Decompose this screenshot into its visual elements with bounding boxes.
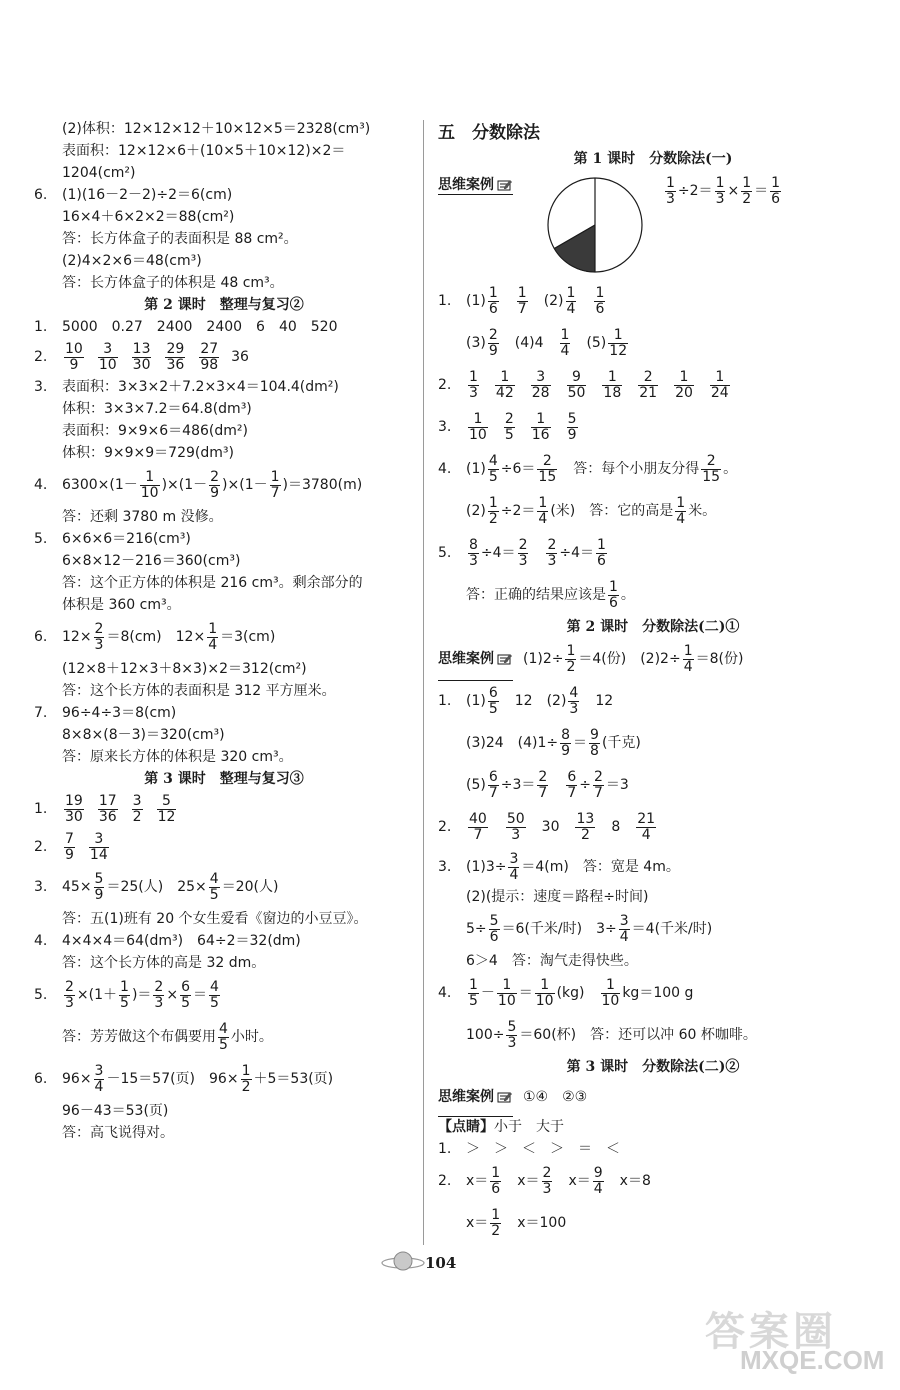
fraction: $\frac{1}{16}$: [531, 410, 550, 443]
fraction: $\frac{2}{7}$: [593, 768, 603, 801]
line: 答：五(1)班有 20 个女生爱看《窗边的小豆豆》。: [62, 911, 368, 927]
line: 5. 6×6×6＝216(cm³): [34, 531, 191, 547]
fraction: $\frac{2}{3}$: [542, 1164, 552, 1197]
line: 7. 96÷4÷3＝8(cm): [34, 705, 177, 721]
book-icon: [497, 179, 513, 191]
line: 4. 6300×(1－ $\frac{1}{10}$ )×(1－ $\frac{2}{9}$ )×(1－ $\frac{1}{7}$ )＝3780(m): [34, 468, 363, 501]
line: 体积：9×9×9＝729(dm³): [62, 445, 234, 461]
chapter-title: 五 分数除法: [438, 123, 540, 143]
fraction: $\frac{3}{2}$: [132, 792, 142, 825]
fraction: $\frac{1}{10}$: [535, 976, 554, 1009]
fraction: $\frac{3}{4}$: [509, 850, 519, 883]
fraction: $\frac{1}{10}$: [601, 976, 620, 1009]
line: 答：还剩 3780 m 没修。: [62, 509, 223, 525]
fraction: $\frac{10}{9}$: [65, 340, 83, 373]
fraction: $\frac{2}{15}$: [702, 452, 721, 485]
line: (3)24 (4)1÷ $\frac{8}{9}$ ＝ $\frac{9}{8}$ (千克): [466, 726, 641, 759]
book-icon: [497, 1091, 513, 1103]
case-label: 思维案例: [438, 638, 513, 681]
line: 答：这个正方体的体积是 216 cm³。剩余部分的: [62, 575, 363, 591]
fraction: $\frac{4}{5}$: [210, 978, 219, 1011]
fraction: $\frac{1}{5}$: [120, 978, 129, 1011]
line: 3. 表面积：3×3×2＋7.2×3×4＝104.4(dm²): [34, 379, 339, 395]
fraction: $\frac{1}{4}$: [208, 620, 218, 653]
fraction: $\frac{2}{3}$: [547, 536, 557, 569]
fraction: $\frac{2}{15}$: [538, 452, 557, 485]
line: 1. ＞ ＞ ＜ ＞ ＝ ＜: [438, 1141, 620, 1157]
line: 1. $\frac{19}{30}$ $\frac{17}{36}$ $\frac{3}{2}$ $\frac{5}{12}$: [34, 792, 176, 825]
line: 5÷ $\frac{5}{6}$ ＝6(千米/时) 3÷ $\frac{3}{4}$ ＝4(千米/时): [466, 912, 713, 945]
case-block: [438, 170, 868, 280]
line: 5. $\frac{2}{3}$ ×(1＋ $\frac{1}{5}$ )＝ $\frac{2}{3}$ × $\frac{6}{5}$ ＝ $\frac{4}{5}$: [34, 978, 219, 1011]
fraction: $\frac{1}{2}$: [566, 642, 576, 675]
fraction: $\frac{3}{10}$: [98, 340, 117, 373]
fraction: $\frac{6}{5}$: [488, 684, 498, 717]
fraction: $\frac{13}{30}$: [132, 340, 151, 373]
line: 答：这个长方体的高是 32 dm。: [62, 955, 266, 971]
line: 体积是 360 cm³。: [62, 597, 181, 613]
fraction: $\frac{5}{12}$: [157, 792, 176, 825]
line: 思维案例 (1)2÷ $\frac{1}{2}$ ＝4(份) (2)2÷ $\frac{1}{4}$ ＝8(份): [438, 638, 868, 680]
line: 5. $\frac{8}{3}$ ÷4＝ $\frac{2}{3}$ $\frac{2}{3}$ ÷4＝ $\frac{1}{6}$: [438, 536, 606, 569]
line: 6＞4 答：淘气走得快些。: [466, 953, 638, 969]
item-number: 6.: [34, 187, 48, 203]
planet-icon: [380, 1248, 426, 1276]
fraction: $\frac{2}{3}$: [518, 536, 528, 569]
fraction: $\frac{9}{8}$: [590, 726, 599, 759]
fraction: $\frac{1}{3}$: [666, 174, 675, 207]
line: 体积：3×3×7.2＝64.8(dm³): [62, 401, 252, 417]
line: 96－43＝53(页): [62, 1103, 169, 1119]
line: 2. x＝ $\frac{1}{6}$ x＝ $\frac{2}{3}$ x＝ $\frac{9}{4}$ x＝8: [438, 1164, 651, 1197]
line: 3. 45× $\frac{5}{9}$ ＝25(人) 25× $\frac{4}{5}$ ＝20(人): [34, 870, 279, 903]
fraction: $\frac{1}{42}$: [495, 368, 514, 401]
page-number: 104: [425, 1254, 457, 1272]
fraction: $\frac{5}{3}$: [507, 1018, 517, 1051]
line: 1204(cm²): [62, 165, 136, 181]
section-title: 第 1 课时 分数除法(一): [573, 151, 733, 167]
fraction: $\frac{2}{7}$: [538, 768, 548, 801]
line: 答：高飞说得对。: [62, 1125, 174, 1141]
fraction: $\frac{1}{24}$: [710, 368, 729, 401]
case-label: 思维案例: [438, 174, 513, 195]
section-title: 第 2 课时 分数除法(二)①: [566, 619, 740, 635]
section-title: 第 3 课时 整理与复习③: [144, 771, 304, 787]
line: 2. $\frac{1}{3}$ $\frac{1}{42}$ $\frac{3}{28}$ $\frac{9}{50}$ $\frac{1}{18}$ $\frac{2}{21}$ $\frac{1}{20}$ $\frac{1}{24}$: [438, 368, 729, 401]
line: 2. $\frac{10}{9}$ $\frac{3}{10}$ $\frac{13}{30}$ $\frac{29}{36}$ $\frac{27}{98}$ 36: [34, 340, 249, 373]
fraction: $\frac{21}{4}$: [637, 810, 656, 843]
fraction: $\frac{5}{9}$: [567, 410, 577, 443]
fraction: $\frac{27}{98}$: [200, 340, 219, 373]
watermark-url: MXQE.COM: [740, 1345, 885, 1375]
book-icon: [497, 653, 513, 665]
fraction: $\frac{2}{3}$: [94, 620, 104, 653]
line: 表面积：9×9×6＝486(dm²): [62, 423, 248, 439]
fraction: $\frac{1}{2}$: [491, 1206, 501, 1239]
fraction: $\frac{40}{7}$: [469, 810, 487, 843]
fraction: $\frac{4}{5}$: [209, 870, 219, 903]
fraction: $\frac{3}{4}$: [619, 912, 629, 945]
fraction: $\frac{2}{3}$: [65, 978, 74, 1011]
line: 答：长方体盒子的表面积是 88 cm²。: [62, 231, 298, 247]
fraction: $\frac{7}{9}$: [65, 830, 74, 863]
fraction: $\frac{1}{5}$: [469, 976, 478, 1009]
line: 4. 4×4×4＝64(dm³) 64÷2＝32(dm): [34, 933, 301, 949]
line: 答：正确的结果应该是 $\frac{1}{6}$ 。: [466, 578, 635, 611]
fraction: $\frac{13}{2}$: [576, 810, 595, 843]
fraction: $\frac{5}{6}$: [489, 912, 499, 945]
fraction: $\frac{1}{4}$: [566, 284, 576, 317]
line: (12×8＋12×3＋8×3)×2＝312(cm²): [62, 661, 307, 677]
fraction: $\frac{29}{36}$: [166, 340, 185, 373]
fraction: $\frac{1}{10}$: [140, 468, 159, 501]
fraction: $\frac{1}{6}$: [491, 1164, 501, 1197]
fraction: $\frac{6}{5}$: [181, 978, 190, 1011]
fraction: $\frac{9}{4}$: [593, 1164, 603, 1197]
line: (2) $\frac{1}{2}$ ÷2＝ $\frac{1}{4}$ (米) 答：它的高是 $\frac{1}{4}$ 米。: [466, 494, 717, 527]
fraction: $\frac{9}{50}$: [567, 368, 586, 401]
line: 100÷ $\frac{5}{3}$ ＝60(杯) 答：还可以冲 60 杯咖啡。: [466, 1018, 757, 1051]
line: 1. 5000 0.27 2400 2400 6 40 520: [34, 319, 338, 335]
left-column: [34, 118, 414, 1144]
section-title: 第 3 课时 分数除法(二)②: [566, 1059, 740, 1075]
fraction: $\frac{1}{20}$: [675, 368, 693, 401]
line: 16×4＋6×2×2＝88(cm²): [62, 209, 235, 225]
line: (3) $\frac{2}{9}$ (4)4 $\frac{1}{4}$ (5) $\frac{1}{12}$: [466, 326, 628, 359]
fraction: $\frac{1}{6}$: [609, 578, 618, 611]
fraction: $\frac{1}{2}$: [241, 1062, 251, 1095]
line: 6. (1)(16－2－2)÷2＝6(cm): [34, 184, 414, 206]
line: 1. (1) $\frac{1}{6}$ $\frac{1}{7}$ (2) $\frac{1}{4}$ $\frac{1}{6}$: [438, 284, 605, 317]
fraction: $\frac{1}{4}$: [560, 326, 570, 359]
fraction: $\frac{1}{2}$: [742, 174, 752, 207]
line: 3. (1)3÷ $\frac{3}{4}$ ＝4(m) 答：宽是 4m。: [438, 850, 680, 883]
fraction: $\frac{1}{4}$: [676, 494, 686, 527]
fraction: $\frac{2}{9}$: [210, 468, 220, 501]
line: 答：长方体盒子的体积是 48 cm³。: [62, 275, 284, 291]
column-divider: [423, 120, 424, 1245]
line: 答：芳芳做这个布偶要用 $\frac{4}{5}$ 小时。: [62, 1020, 273, 1053]
fraction: $\frac{1}{6}$: [488, 284, 498, 317]
fraction: $\frac{1}{7}$: [517, 284, 527, 317]
fraction: $\frac{17}{36}$: [98, 792, 117, 825]
line: 6. 12× $\frac{2}{3}$ ＝8(cm) 12× $\frac{1}{4}$ ＝3(cm): [34, 620, 276, 653]
line: (5) $\frac{6}{7}$ ÷3＝ $\frac{2}{7}$ $\frac{6}{7}$ ÷ $\frac{2}{7}$ ＝3: [466, 768, 629, 801]
right-column: [438, 118, 868, 1244]
case-equation: $\frac{1}{3}$ ÷2＝ $\frac{1}{3}$ × $\frac{1}{2}$ ＝ $\frac{1}{6}$: [666, 174, 781, 207]
fraction: $\frac{1}{3}$: [469, 368, 478, 401]
line: 答：这个长方体的表面积是 312 平方厘米。: [62, 683, 336, 699]
fraction: $\frac{1}{4}$: [683, 642, 693, 675]
fraction: $\frac{1}{6}$: [597, 536, 606, 569]
fraction: $\frac{5}{9}$: [94, 870, 104, 903]
line: 8×8×(8－3)＝320(cm³): [62, 727, 225, 743]
line: 6×8×12－216＝360(cm³): [62, 553, 241, 569]
fraction: $\frac{1}{2}$: [488, 494, 498, 527]
watermark-logo: 答案圈: [705, 1309, 837, 1355]
line: 3. $\frac{1}{10}$ $\frac{2}{5}$ $\frac{1}{16}$ $\frac{5}{9}$: [438, 410, 577, 443]
line: 1. (1) $\frac{6}{5}$ 12 (2) $\frac{4}{3}$ 12: [438, 684, 614, 717]
line: 表面积：12×12×6＋(10×5＋10×12)×2＝: [62, 143, 346, 159]
fraction: $\frac{2}{5}$: [504, 410, 514, 443]
fraction: $\frac{50}{3}$: [506, 810, 525, 843]
line: 2. $\frac{40}{7}$ $\frac{50}{3}$ 30 $\frac{13}{2}$ 8 $\frac{21}{4}$: [438, 810, 656, 843]
pie-diagram: [546, 176, 644, 274]
fraction: $\frac{3}{4}$: [94, 1062, 104, 1095]
fraction: $\frac{2}{3}$: [154, 978, 164, 1011]
case-label: 思维案例: [438, 1078, 513, 1117]
line: 2. $\frac{7}{9}$ $\frac{3}{14}$: [34, 830, 108, 863]
line: 答：原来长方体的体积是 320 cm³。: [62, 749, 293, 765]
fraction: $\frac{4}{5}$: [219, 1020, 228, 1053]
fraction: $\frac{4}{5}$: [488, 452, 498, 485]
line: 4. (1) $\frac{4}{5}$ ÷6＝ $\frac{2}{15}$ 答：每个小朋友分得 $\frac{2}{15}$ 。: [438, 452, 738, 485]
fraction: $\frac{6}{7}$: [567, 768, 577, 801]
fraction: $\frac{2}{21}$: [639, 368, 658, 401]
fraction: $\frac{6}{7}$: [488, 768, 498, 801]
line: 【点睛】小于 大于: [438, 1119, 564, 1135]
line: x＝ $\frac{1}{2}$ x＝100: [466, 1206, 567, 1239]
fraction: $\frac{3}{14}$: [89, 830, 108, 863]
fraction: $\frac{1}{6}$: [771, 174, 781, 207]
section-title: 第 2 课时 整理与复习②: [144, 297, 304, 313]
fraction: $\frac{4}{3}$: [569, 684, 579, 717]
fraction: $\frac{8}{3}$: [469, 536, 478, 569]
line: 4. $\frac{1}{5}$ － $\frac{1}{10}$ ＝ $\frac{1}{10}$ (kg) $\frac{1}{10}$ kg＝100 g: [438, 976, 694, 1009]
fraction: $\frac{1}{6}$: [595, 284, 605, 317]
fraction: $\frac{2}{9}$: [488, 326, 498, 359]
fraction: $\frac{1}{7}$: [270, 468, 280, 501]
fraction: $\frac{1}{12}$: [609, 326, 628, 359]
line: 6. 96× $\frac{3}{4}$ －15＝57(页) 96× $\frac{1}{2}$ ＋5＝53(页): [34, 1062, 334, 1095]
fraction: $\frac{1}{3}$: [715, 174, 725, 207]
fraction: $\frac{8}{9}$: [561, 726, 571, 759]
fraction: $\frac{1}{18}$: [603, 368, 622, 401]
line: 思维案例 ①④ ②③: [438, 1078, 868, 1116]
line: (2)体积：12×12×12＋10×12×5＝2328(cm³): [62, 121, 371, 137]
fraction: $\frac{3}{28}$: [531, 368, 550, 401]
fraction: $\frac{1}{10}$: [469, 410, 487, 443]
line: (2)4×2×6＝48(cm³): [62, 253, 202, 269]
fraction: $\frac{1}{4}$: [538, 494, 548, 527]
line: (2)(提示：速度＝路程÷时间): [466, 889, 649, 905]
fraction: $\frac{19}{30}$: [65, 792, 83, 825]
fraction: $\frac{1}{10}$: [497, 976, 516, 1009]
